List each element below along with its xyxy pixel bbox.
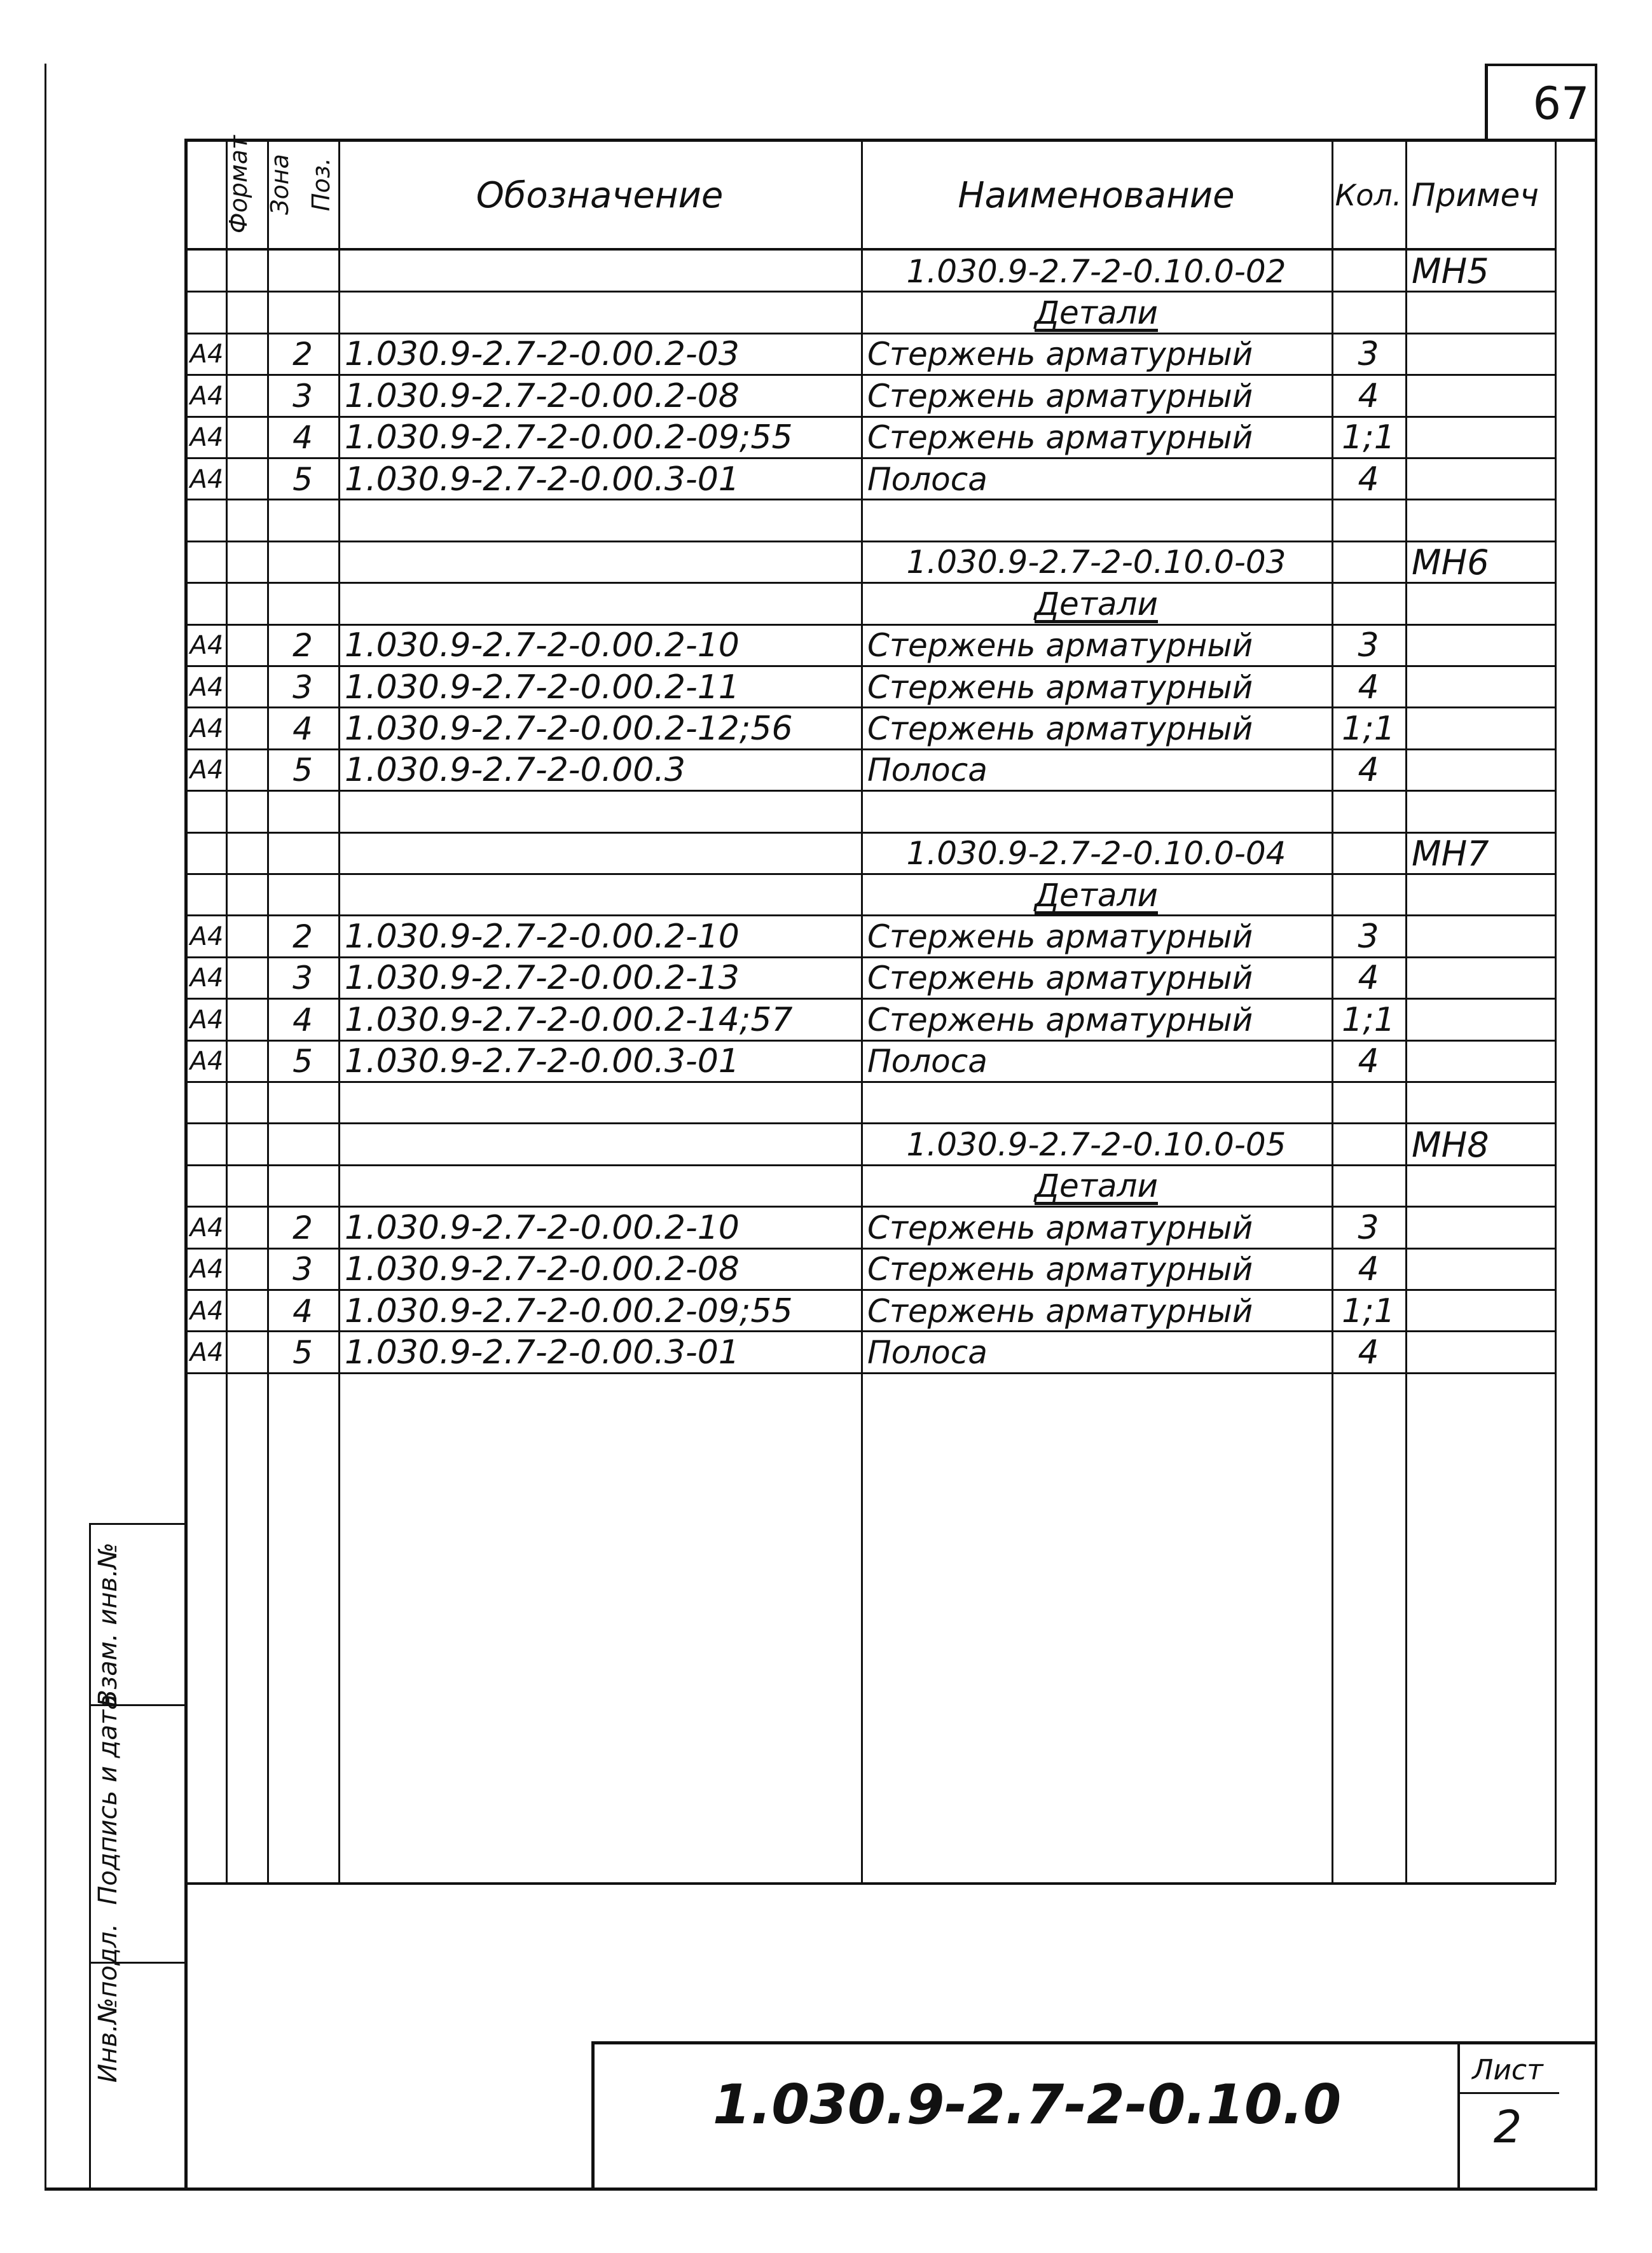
cell-qty — [1332, 542, 1405, 583]
cell-format — [188, 500, 226, 541]
cell-name: Стержень арматурный — [867, 710, 1253, 748]
cell-note — [1405, 1041, 1555, 1082]
cell-note — [1405, 916, 1555, 957]
cell-pos: 5 — [293, 1043, 313, 1080]
cell-name: Стержень арматурный — [867, 1001, 1253, 1038]
cell-qty: 4 — [1358, 1333, 1379, 1372]
cell-qty: 3 — [1358, 1208, 1379, 1247]
cell-name: Полоса — [867, 1043, 988, 1080]
sheet-number-box-left-border — [1485, 64, 1488, 141]
cell-pos: 4 — [293, 419, 313, 457]
cell-format — [188, 833, 226, 874]
cell-format: А4 — [189, 1047, 224, 1077]
cell-note — [1405, 500, 1555, 541]
cell-qty: 3 — [1358, 626, 1379, 665]
cell-note — [1405, 874, 1555, 916]
cell-qty — [1332, 583, 1405, 624]
cell-format — [188, 874, 226, 916]
cell-qty — [1332, 251, 1405, 292]
cell-designation — [338, 1166, 861, 1207]
cell-note — [1405, 292, 1555, 333]
cell-designation — [338, 542, 861, 583]
table-right-divider — [1555, 139, 1557, 1882]
title-sheet-label: Лист — [1472, 2053, 1543, 2086]
cell-format: А4 — [189, 1005, 224, 1035]
cell-qty: 3 — [1358, 918, 1379, 956]
cell-qty: 4 — [1358, 668, 1379, 706]
cell-qty — [1332, 1166, 1405, 1207]
cell-designation: 1.030.9-2.7-2-0.00.2-11 — [345, 668, 740, 706]
header-name: Наименование — [958, 174, 1235, 216]
cell-pos: 3 — [293, 1251, 313, 1288]
header-qty: Кол. — [1335, 178, 1402, 212]
cell-pos: 5 — [293, 752, 313, 789]
cell-designation — [338, 500, 861, 541]
cell-pos — [267, 583, 338, 624]
cell-name: 1.030.9-2.7-2-0.10.0-02 — [906, 252, 1286, 290]
cell-format: А4 — [189, 631, 224, 661]
cell-note — [1405, 417, 1555, 458]
cell-qty: 4 — [1358, 959, 1379, 998]
cell-name: Стержень арматурный — [867, 419, 1253, 457]
cell-designation — [338, 583, 861, 624]
cell-name: Стержень арматурный — [867, 960, 1253, 997]
frame-left-outer-line — [45, 64, 46, 2191]
header-pos: Поз. — [307, 157, 335, 212]
cell-note — [1405, 999, 1555, 1040]
cell-pos: 3 — [293, 377, 313, 415]
cell-note — [1405, 1082, 1555, 1124]
cell-format: А4 — [189, 1255, 224, 1285]
cell-format: А4 — [189, 1213, 224, 1243]
cell-note — [1405, 666, 1555, 708]
cell-format: А4 — [189, 381, 224, 411]
cell-designation: 1.030.9-2.7-2-0.00.2-03 — [345, 335, 740, 374]
cell-designation: 1.030.9-2.7-2-0.00.2-14;57 — [345, 1000, 793, 1039]
cell-designation — [338, 251, 861, 292]
cell-designation — [338, 874, 861, 916]
cell-pos: 4 — [293, 1001, 313, 1038]
cell-note — [1405, 1290, 1555, 1332]
cell-pos — [267, 292, 338, 333]
side-stamp-signature-date: Подпись и дата — [93, 1694, 123, 1905]
cell-pos: 3 — [293, 668, 313, 706]
cell-format: А4 — [189, 963, 224, 993]
cell-format: А4 — [189, 340, 224, 369]
cell-qty: 1;1 — [1342, 418, 1395, 457]
cell-format: А4 — [189, 755, 224, 785]
cell-qty — [1332, 292, 1405, 333]
frame-right-line — [1595, 64, 1597, 2191]
table-column-divider-0 — [226, 139, 228, 1882]
cell-note: МН5 — [1412, 251, 1489, 292]
cell-name: Стержень арматурный — [867, 1209, 1253, 1246]
cell-qty — [1332, 1082, 1405, 1124]
cell-designation: 1.030.9-2.7-2-0.00.2-08 — [345, 1250, 740, 1289]
cell-format — [188, 1166, 226, 1207]
cell-format — [188, 542, 226, 583]
cell-format — [188, 1082, 226, 1124]
cell-qty — [1332, 833, 1405, 874]
cell-designation: 1.030.9-2.7-2-0.00.2-10 — [345, 918, 740, 956]
sheet-number-box-top — [1485, 64, 1596, 66]
cell-name: Стержень арматурный — [867, 627, 1253, 665]
cell-pos — [267, 1124, 338, 1165]
cell-designation — [338, 833, 861, 874]
cell-name: 1.030.9-2.7-2-0.10.0-05 — [906, 1126, 1286, 1164]
cell-name: Стержень арматурный — [867, 1251, 1253, 1288]
cell-pos — [267, 874, 338, 916]
cell-note — [1405, 625, 1555, 666]
cell-name: Стержень арматурный — [867, 918, 1253, 956]
cell-name: Стержень арматурный — [867, 1292, 1253, 1330]
cell-note — [1405, 375, 1555, 417]
cell-qty — [1332, 874, 1405, 916]
cell-designation: 1.030.9-2.7-2-0.00.3 — [345, 751, 685, 790]
header-note: Примеч — [1412, 177, 1539, 214]
cell-note — [1405, 750, 1555, 791]
cell-pos: 5 — [293, 460, 313, 498]
cell-pos: 4 — [293, 710, 313, 748]
cell-designation: 1.030.9-2.7-2-0.00.3-01 — [345, 1042, 740, 1081]
cell-designation: 1.030.9-2.7-2-0.00.2-13 — [345, 959, 740, 998]
header-format: Формат — [224, 135, 252, 234]
cell-designation: 1.030.9-2.7-2-0.00.3-01 — [345, 1333, 740, 1372]
cell-name — [861, 500, 1332, 541]
cell-pos — [267, 791, 338, 832]
cell-format: А4 — [189, 1296, 224, 1326]
cell-designation — [338, 1124, 861, 1165]
cell-qty: 4 — [1358, 376, 1379, 415]
cell-format: А4 — [189, 714, 224, 744]
cell-designation: 1.030.9-2.7-2-0.00.2-12;56 — [345, 710, 793, 748]
frame-bottom-line — [45, 2188, 1597, 2191]
cell-note — [1405, 708, 1555, 749]
cell-designation — [338, 1082, 861, 1124]
cell-note — [1405, 1207, 1555, 1248]
cell-name: Полоса — [867, 752, 988, 789]
cell-name: Стержень арматурный — [867, 668, 1253, 706]
cell-pos: 2 — [293, 1209, 313, 1246]
cell-format — [188, 791, 226, 832]
title-sheet-number: 2 — [1493, 2101, 1522, 2153]
cell-designation: 1.030.9-2.7-2-0.00.2-10 — [345, 626, 740, 665]
cell-name: Детали — [1034, 876, 1159, 914]
cell-name: Стержень арматурный — [867, 336, 1253, 373]
cell-qty: 4 — [1358, 460, 1379, 499]
title-document-code: 1.030.9-2.7-2-0.10.0 — [712, 2073, 1342, 2137]
cell-note — [1405, 1332, 1555, 1373]
cell-format: А4 — [189, 1338, 224, 1368]
cell-pos: 3 — [293, 960, 313, 997]
cell-qty: 4 — [1358, 1250, 1379, 1289]
cell-note — [1405, 583, 1555, 624]
cell-qty: 1;1 — [1342, 1292, 1395, 1330]
cell-qty: 4 — [1358, 751, 1379, 790]
cell-format: А4 — [189, 672, 224, 702]
cell-note — [1405, 791, 1555, 832]
side-stamp-inv-orig: Инв.№подл. — [93, 1923, 123, 2083]
sheet-number-top: 67 — [1532, 78, 1590, 130]
cell-pos — [267, 1082, 338, 1124]
cell-qty — [1332, 791, 1405, 832]
cell-note: МН6 — [1412, 542, 1489, 582]
cell-name: 1.030.9-2.7-2-0.10.0-03 — [906, 544, 1286, 581]
cell-designation: 1.030.9-2.7-2-0.00.2-08 — [345, 376, 740, 415]
cell-format: А4 — [189, 464, 224, 494]
cell-designation: 1.030.9-2.7-2-0.00.2-09;55 — [345, 1292, 793, 1330]
cell-format — [188, 583, 226, 624]
title-block-left-line — [591, 2041, 595, 2191]
cell-pos: 5 — [293, 1334, 313, 1372]
cell-note — [1405, 334, 1555, 375]
cell-pos: 4 — [293, 1292, 313, 1330]
cell-designation: 1.030.9-2.7-2-0.00.2-10 — [345, 1208, 740, 1247]
cell-name: 1.030.9-2.7-2-0.10.0-04 — [906, 835, 1286, 872]
cell-name — [861, 791, 1332, 832]
cell-note: МН8 — [1412, 1124, 1489, 1165]
cell-qty: 3 — [1358, 335, 1379, 374]
header-zone: Зона — [266, 154, 294, 215]
cell-qty — [1332, 500, 1405, 541]
title-block-top-line — [591, 2041, 1596, 2044]
cell-format: А4 — [189, 423, 224, 453]
cell-format — [188, 1124, 226, 1165]
cell-designation — [338, 791, 861, 832]
cell-name: Детали — [1034, 585, 1159, 623]
cell-name: Стержень арматурный — [867, 377, 1253, 415]
cell-qty: 4 — [1358, 1042, 1379, 1081]
cell-name: Детали — [1034, 1168, 1159, 1205]
cell-designation: 1.030.9-2.7-2-0.00.2-09;55 — [345, 418, 793, 457]
cell-name: Полоса — [867, 460, 988, 498]
cell-note: МН7 — [1412, 833, 1489, 874]
cell-pos: 2 — [293, 918, 313, 956]
cell-qty — [1332, 1124, 1405, 1165]
cell-pos: 2 — [293, 336, 313, 373]
cell-designation — [338, 292, 861, 333]
cell-name: Детали — [1034, 294, 1159, 332]
cell-pos — [267, 542, 338, 583]
cell-format — [188, 251, 226, 292]
cell-note — [1405, 458, 1555, 500]
cell-pos — [267, 500, 338, 541]
side-stamp-replaced-inv: Взам. инв.№ — [93, 1542, 123, 1707]
cell-format — [188, 292, 226, 333]
cell-pos — [267, 251, 338, 292]
cell-qty: 1;1 — [1342, 1000, 1395, 1039]
cell-designation: 1.030.9-2.7-2-0.00.3-01 — [345, 460, 740, 499]
cell-qty: 1;1 — [1342, 710, 1395, 748]
cell-pos — [267, 1166, 338, 1207]
cell-pos: 2 — [293, 627, 313, 665]
cell-name — [861, 1082, 1332, 1124]
cell-note — [1405, 1249, 1555, 1290]
table-bottom-line — [184, 1882, 1556, 1885]
cell-name: Полоса — [867, 1334, 988, 1372]
cell-note — [1405, 958, 1555, 999]
cell-format: А4 — [189, 922, 224, 952]
header-designation: Обозначение — [476, 174, 724, 216]
cell-note — [1405, 1166, 1555, 1207]
cell-pos — [267, 833, 338, 874]
